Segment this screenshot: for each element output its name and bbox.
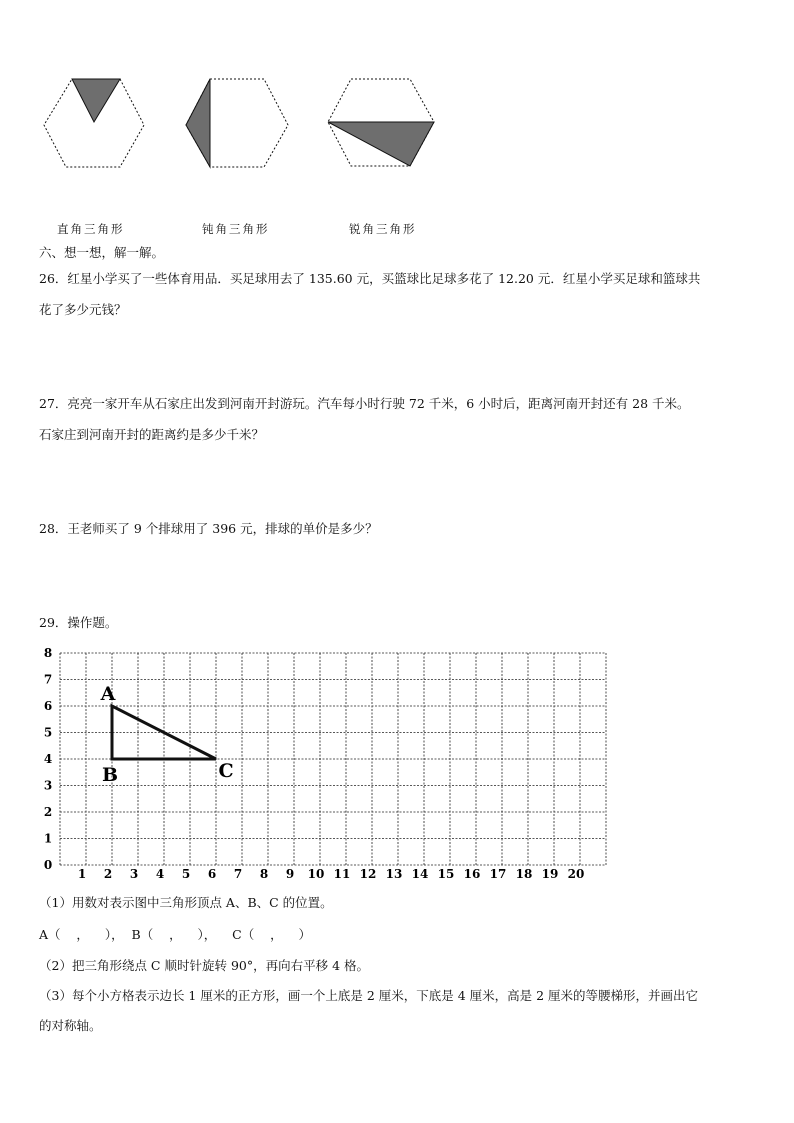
x-tick-label: 15 [437,867,455,881]
x-tick-label: 4 [155,867,165,881]
vertex-label-B: B [101,764,119,786]
x-tick-label: 5 [181,867,191,881]
y-tick-label: 1 [43,831,53,846]
y-tick-label: 3 [43,778,53,793]
sub-question-3-line1: （3）每个小方格表示边长 1 厘米的正方形，画一个上底是 2 厘米，下底是 4 厘米，高是 2 厘米的等腰梯形，并画出它 [39,988,699,1003]
x-tick-label: 1 [77,867,87,881]
section-title: 六、想一想，解一解。 [39,245,165,260]
question-27-line1: 27．亮亮一家开车从石家庄出发到河南开封游玩。汽车每小时行驶 72 千米，6 小时后，距离河南开封还有 28 千米。 [39,396,690,411]
hexagon-right-triangle [44,79,144,167]
x-tick-label: 9 [285,867,295,881]
sub-question-2: （2）把三角形绕点 C 顺时针旋转 90°，再向右平移 4 格。 [39,958,369,973]
x-tick-label: 2 [103,867,113,881]
x-tick-label: 6 [207,867,217,881]
x-tick-label: 19 [541,867,559,881]
x-tick-label: 16 [463,867,481,881]
vertex-label-C: C [218,760,234,782]
question-27-line2: 石家庄到河南开封的距离约是多少千米？ [39,427,265,442]
answer-line: A（ ， ）， B（ ， ）， C（ ， ） [39,927,311,942]
question-28: 28．王老师买了 9 个排球用了 396 元，排球的单价是多少？ [39,521,378,536]
y-tick-label: 0 [43,858,53,872]
x-tick-label: 7 [233,867,243,881]
y-tick-label: 7 [43,672,53,687]
x-tick-label: 12 [359,867,377,881]
x-tick-label: 10 [307,867,325,881]
y-tick-label: 5 [43,725,53,740]
hexagon-obtuse-triangle [186,79,288,167]
caption-right-triangle: 直角三角形 [57,222,125,236]
y-tick-label: 4 [43,752,53,766]
x-tick-label: 11 [333,867,351,881]
x-tick-label: 8 [259,867,269,881]
y-tick-label: 2 [43,805,53,819]
x-tick-label: 3 [129,867,139,881]
question-29: 29．操作题。 [39,615,118,630]
hexagon-acute-triangle [328,79,434,166]
coordinate-grid [30,640,620,885]
x-tick-label: 18 [515,867,533,881]
y-tick-label: 8 [43,646,53,660]
hexagon-figures [0,60,794,180]
caption-acute-triangle: 锐角三角形 [349,222,417,236]
vertex-label-A: A [100,683,116,705]
question-26-line2: 花了多少元钱？ [39,302,127,317]
caption-obtuse-triangle: 钝角三角形 [202,222,270,236]
sub-question-1: （1）用数对表示图中三角形顶点 A、B、C 的位置。 [39,895,333,910]
y-tick-label: 6 [43,699,53,713]
question-26-line1: 26．红星小学买了一些体育用品．买足球用去了 135.60 元，买篮球比足球多花了 12.20 元．红星小学买足球和篮球共 [39,271,701,286]
sub-question-3-line2: 的对称轴。 [39,1018,102,1033]
x-tick-label: 14 [411,867,429,881]
x-tick-label: 20 [567,867,585,881]
x-tick-label: 13 [385,867,403,881]
x-tick-label: 17 [489,867,507,881]
